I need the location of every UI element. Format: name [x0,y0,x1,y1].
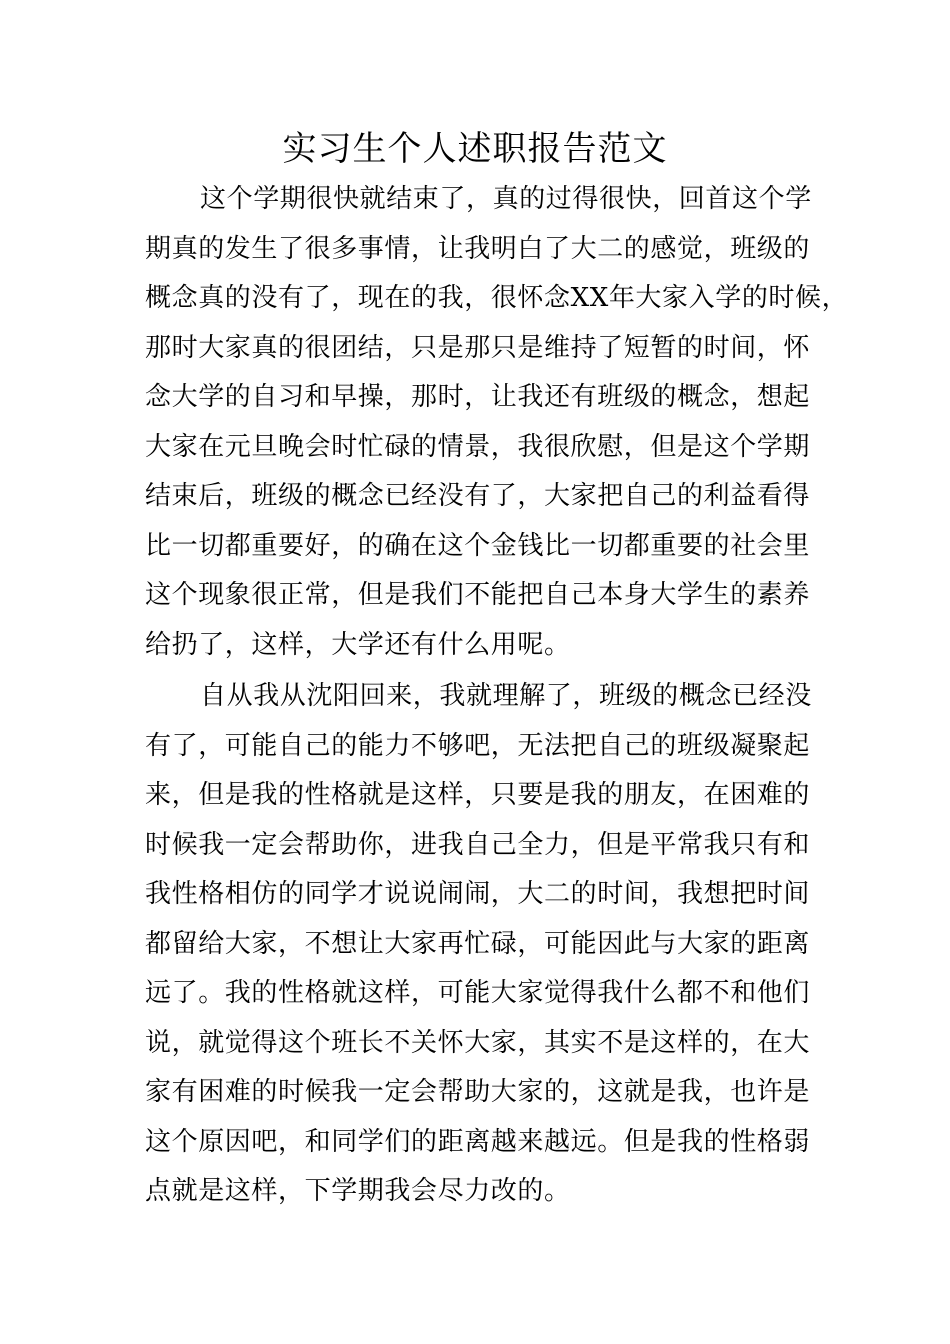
text-line: 有了，可能自己的能力不够吧，无法把自己的班级凝聚起 [145,730,811,761]
text-line: 我性格相仿的同学才说说闹闹，大二的时间，我想把时间 [145,879,811,909]
text-line: 概念真的没有了，现在的我，很怀念XX年大家入学的时候， [145,283,849,313]
text-line: 时候我一定会帮助你，进我自己全力，但是平常我只有和 [145,829,811,860]
paragraph-2 [145,672,825,1217]
text-line: 这个现象很正常，但是我们不能把自己本身大学生的素养 [145,580,811,610]
text-line: 都留给大家，不想让大家再忙碌，可能因此与大家的距离 [145,928,811,959]
text-line: 给扔了，这样，大学还有什么用呢。 [145,629,571,660]
text-line: 期真的发生了很多事情，让我明白了大二的感觉，班级的 [145,233,811,264]
text-line: 那时大家真的很团结，只是那只是维持了短暂的时间，怀 [145,332,811,363]
text-line: 大家在元旦晚会时忙碌的情景，我很欣慰，但是这个学期 [145,431,811,462]
text-line: 说，就觉得这个班长不关怀大家，其实不是这样的，在大 [145,1027,811,1058]
text-line: 自从我从沈阳回来，我就理解了，班级的概念已经没 [200,681,812,711]
text-line: 点就是这样，下学期我会尽力改的。 [145,1176,571,1206]
text-line: 家有困难的时候我一定会帮助大家的，这就是我，也许是 [145,1077,811,1107]
text-line: 结束后，班级的概念已经没有了，大家把自己的利益看得 [145,481,811,511]
text-line: 这个学期很快就结束了，真的过得很快，回首这个学 [200,184,812,214]
document-title: 实习生个人述职报告范文 [282,129,668,169]
paragraph-1 [145,175,849,670]
text-line: 比一切都重要好，的确在这个金钱比一切都重要的社会里 [145,530,811,561]
text-line: 念大学的自习和早操，那时，让我还有班级的概念，想起 [145,382,811,412]
text-line: 远了。我的性格就这样，可能大家觉得我什么都不和他们 [145,978,811,1008]
text-line: 来，但是我的性格就是这样，只要是我的朋友，在困难的 [145,780,811,810]
text-line: 这个原因吧，和同学们的距离越来越远。但是我的性格弱 [145,1126,811,1157]
